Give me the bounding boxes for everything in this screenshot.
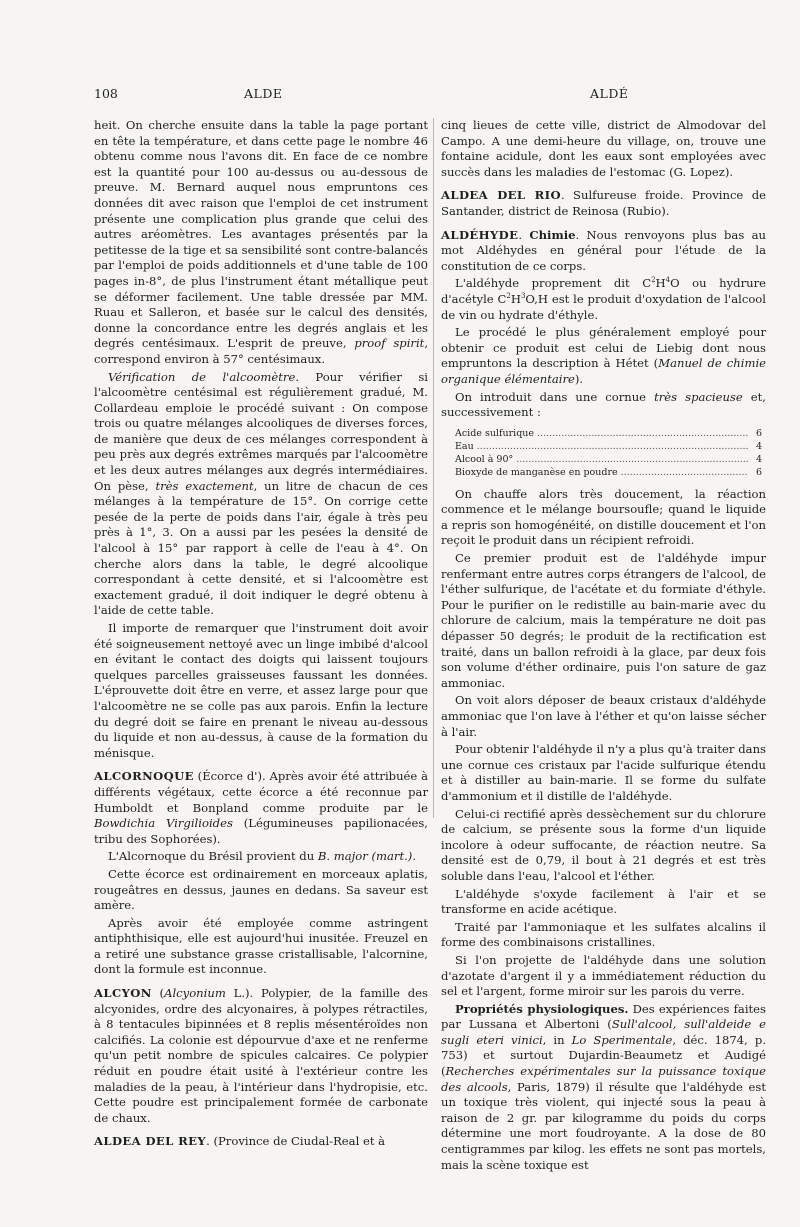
entry-headword: ALDEA DEL REY [94,1134,207,1149]
paragraph: On introduit dans une cornue très spacieuse et, successivement : [441,389,766,420]
running-header [94,86,766,110]
paragraph: Vérification de l'alcoomètre. Pour vérifier si l'alcoomètre centésimal est régulièrement gradué, M. Collardeau emploie le procédé suivant : On compose trois ou quatre mélanges alcooliques de diverses forces, de manière que deux de ces mélanges correspondent à peu près aux degrés extrêmes marqués par l'alcoomètre et les deux autres mélanges aux degrés intermédiaires. On pèse, très exactement, un litre de chacun de ces mélanges à la température de 15°. On corrige cette pesée de la perte de poids dans l'air, égale à très peu près à 1°, 3. On a aussi par les pesées la densité de l'alcool à 15° par rapport à celle de l'eau à 4°. On cherche alors dans la table, le degré alcoolique correspondant à cette densité, et si l'alcoomètre est exactement gradué, il doit indiquer le degré obtenu à l'aide de cette table. [94,369,428,618]
entry-subject: Chimie [529,227,576,242]
paragraph: Cette écorce est ordinairement en morceaux aplatis, rougeâtres en dessus, jaunes en dedans. Sa saveur est amère. [94,866,428,913]
paragraph: Si l'on projette de l'aldéhyde dans une solution d'azotate d'argent il y a immédiatement réduction du sel et l'argent, forme miroir sur les parois du verre. [441,952,766,999]
paragraph: Pour obtenir l'aldéhyde il n'y a plus qu'à traiter dans une cornue ces cristaux par l'acide sulfurique étendu et à distiller au bain-marie. Il se forme du sulfate d'ammonium et il distille de l'aldéhyde. [441,742,766,803]
entry-aldea-del-rey: ALDEA DEL REY. (Province de Ciudal-Real et à [94,1134,386,1149]
paragraph: Propriétés physiologiques. Des expériences faites par Lussana et Albertoni (Sull'alcool, sull'aldeide e sugli eteri vinici, in Lo Sperimentale, déc. 1874, p. 753) et surtout Dujardin-Beaumetz et Audigé (Recherches expérimentales sur la puissance toxique des alcools, Paris, 1879) il résulte que l'aldéhyde est un toxique très violent, qui injecté sous la peau à raison de 2 gr. par kilogramme du poids du corps détermine une mort foudroyante. A la dose de 80 centigrammes par kilog. les effets ne sont pas mortels, mais la scène toxique est [441,1001,767,1172]
paragraph: On chauffe alors très doucement, la réaction commence et le mélange boursoufle; quand le liquide a repris son homogénéité, on distille doucement et l'on reçoit le produit dans un récipient refroidi. [441,486,766,548]
recipe-row: Alcool à 90° ..... 4 [455,453,766,466]
paragraph: L'Alcornoque du Brésil provient du B. major (mart.). [108,849,416,864]
paragraph: On voit alors déposer de beaux cristaux d'aldéhyde ammoniac que l'on lave à l'éther et qu'on laisse sécher à l'air. [441,693,766,739]
entry-alcyon: ALCYON (Alcyonium L.). Polypier, de la famille des alcyonides, ordre des alcyonaires, à polypes rétractiles, à 8 tentacules bipinnées et 8 replis mésentéroïdes non calcifiés. La colonie est dépourvue d'axe et ne renferme qu'un petit nombre de spicules calcaires. Ce polypier réduit en poudre était usité à l'extérieur contre les maladies de la peau, à l'intérieur dans l'hydropisie, etc. Cette poudre est principalement formée de carbonate de chaux. [94,986,428,1125]
recipe-table [455,427,766,479]
column-rule [433,118,434,818]
entry-alcornoque: ALCORNOQUE (Écorce d'). Après avoir été attribuée à différents végétaux, cette écorce a été reconnue par Humboldt et Bonpland comme produite par le Bowdichia Virgilioides (Légumineuses papilionacées, tribu des Sophorées). [94,769,428,846]
paragraph: heit. On cherche ensuite dans la table la page portant en tête la température, et dans cette page le nombre 46 obtenu comme nous l'avons dit. En face de ce nombre est la quantité pour 100 au-dessus ou au-dessous de preuve. M. Bernard auquel nous empruntons ces données dit avec raison que l'emploi de cet instrument présente une complication plus grande que celui des autres aréomètres. Les avantages présentés par la petitesse de la tige et sa sensibilité sont contre-balancés par l'emploi de poids additionnels et d'une table de 100 pages in-8°, de plus l'instrument étant métallique peut se déformer facilement. Une table dressée par MM. Ruau et Salleron, et basée sur le calcul des densités, donne la concordance entre les degrés anglais et les degrés centésimaux. L'esprit de preuve, proof spirit, correspond environ à 57° centésimaux. [94,118,429,366]
left-running-title: ALDE [244,86,283,101]
paragraph: L'aldéhyde s'oxyde facilement à l'air et se transforme en acide acétique. [441,886,766,917]
paragraph: Après avoir été employée comme astringent antiphthisique, elle est aujourd'hui inusitée. Freuzel en a retiré une substance grasse cristallisable, l'alcornine, dont la formule est inconnue. [94,915,428,977]
entry-headword: ALCYON [94,986,152,1001]
entry-headword: ALDEA DEL RIO [441,188,561,203]
paragraph: cinq lieues de cette ville, district de Almodovar del Campo. A une demi-heure du village, on, trouve une fontaine acidule, dont les eaux sont employées avec succès dans les maladies de l'estomac (G. Lopez). [441,118,766,179]
subsection-heading: Vérification de l'alcoomètre. [108,369,300,384]
recipe-row: Acide sulfurique ..... 6 [455,427,766,440]
paragraph: L'aldéhyde proprement dit $C^2H^4O$ ou hydrure d'acétyle $C^2H^3O,H$ est le produit d'oxydation de l'alcool de vin ou hydrate d'éthyle. [441,276,766,322]
right-column [441,118,766,1175]
subsection-heading: Propriétés physiologiques. [455,1001,629,1016]
paragraph: Il importe de remarquer que l'instrument doit avoir été soigneusement nettoyé avec un linge imbibé d'alcool en évitant le contact des doigts qui laissent toujours quelques parcelles graisseuses faussant les données. L'éprouvette doit être en verre, et assez large pour que l'alcoomètre ne se colle pas aux parois. Enfin la lecture du degré doit se faire en prenant le niveau au-dessous du liquide et non au-dessus, à cause de la formation du ménisque. [94,621,428,760]
paragraph: Ce premier produit est de l'aldéhyde impur renfermant entre autres corps étrangers de l'alcool, de l'éther sulfurique, de l'acétate et du formiate d'éthyle. Pour le purifier on le redistille au bain-marie avec du chlorure de calcium, mais la température ne doit pas dépasser 50 degrés; le produit de la rectification est traité, dans un ballon refroidi à la glace, par deux fois son volume d'éther ordinaire, puis l'on sature de gaz ammoniac. [441,551,766,690]
entry-headword: ALDÉHYDE [441,227,519,242]
entry-headword: ALCORNOQUE [94,769,194,784]
paragraph: Le procédé le plus généralement employé pour obtenir ce produit est celui de Liebig dont nous empruntons la description à Hétet (Manuel de chimie organique élémentaire). [441,325,767,386]
left-column [94,118,428,1152]
recipe-row: Eau ..... 4 [455,440,766,453]
entry-aldehyde: ALDÉHYDE. Chimie. Nous renvoyons plus bas au mot Aldéhydes en général pour l'étude de la constitution de ce corps. [441,227,766,273]
paragraph: Traité par l'ammoniaque et les sulfates alcalins il forme des combinaisons cristallines. [441,919,766,950]
recipe-row: Bioxyde de manganèse en poudre ..... 6 [455,466,766,479]
paragraph: Celui-ci rectifié après dessèchement sur du chlorure de calcium, se présente sous la forme d'un liquide incolore à odeur suffocante, de réaction neutre. Sa densité est de 0,79, il bout à 21 degrés et est très soluble dans l'eau, l'alcool et l'éther. [441,806,766,883]
entry-aldea-del-rio: ALDEA DEL RIO. Sulfureuse froide. Province de Santander, district de Reinosa (Rubio). [441,188,766,218]
page-number: 108 [94,86,118,101]
right-running-title: ALDÉ [590,86,629,101]
